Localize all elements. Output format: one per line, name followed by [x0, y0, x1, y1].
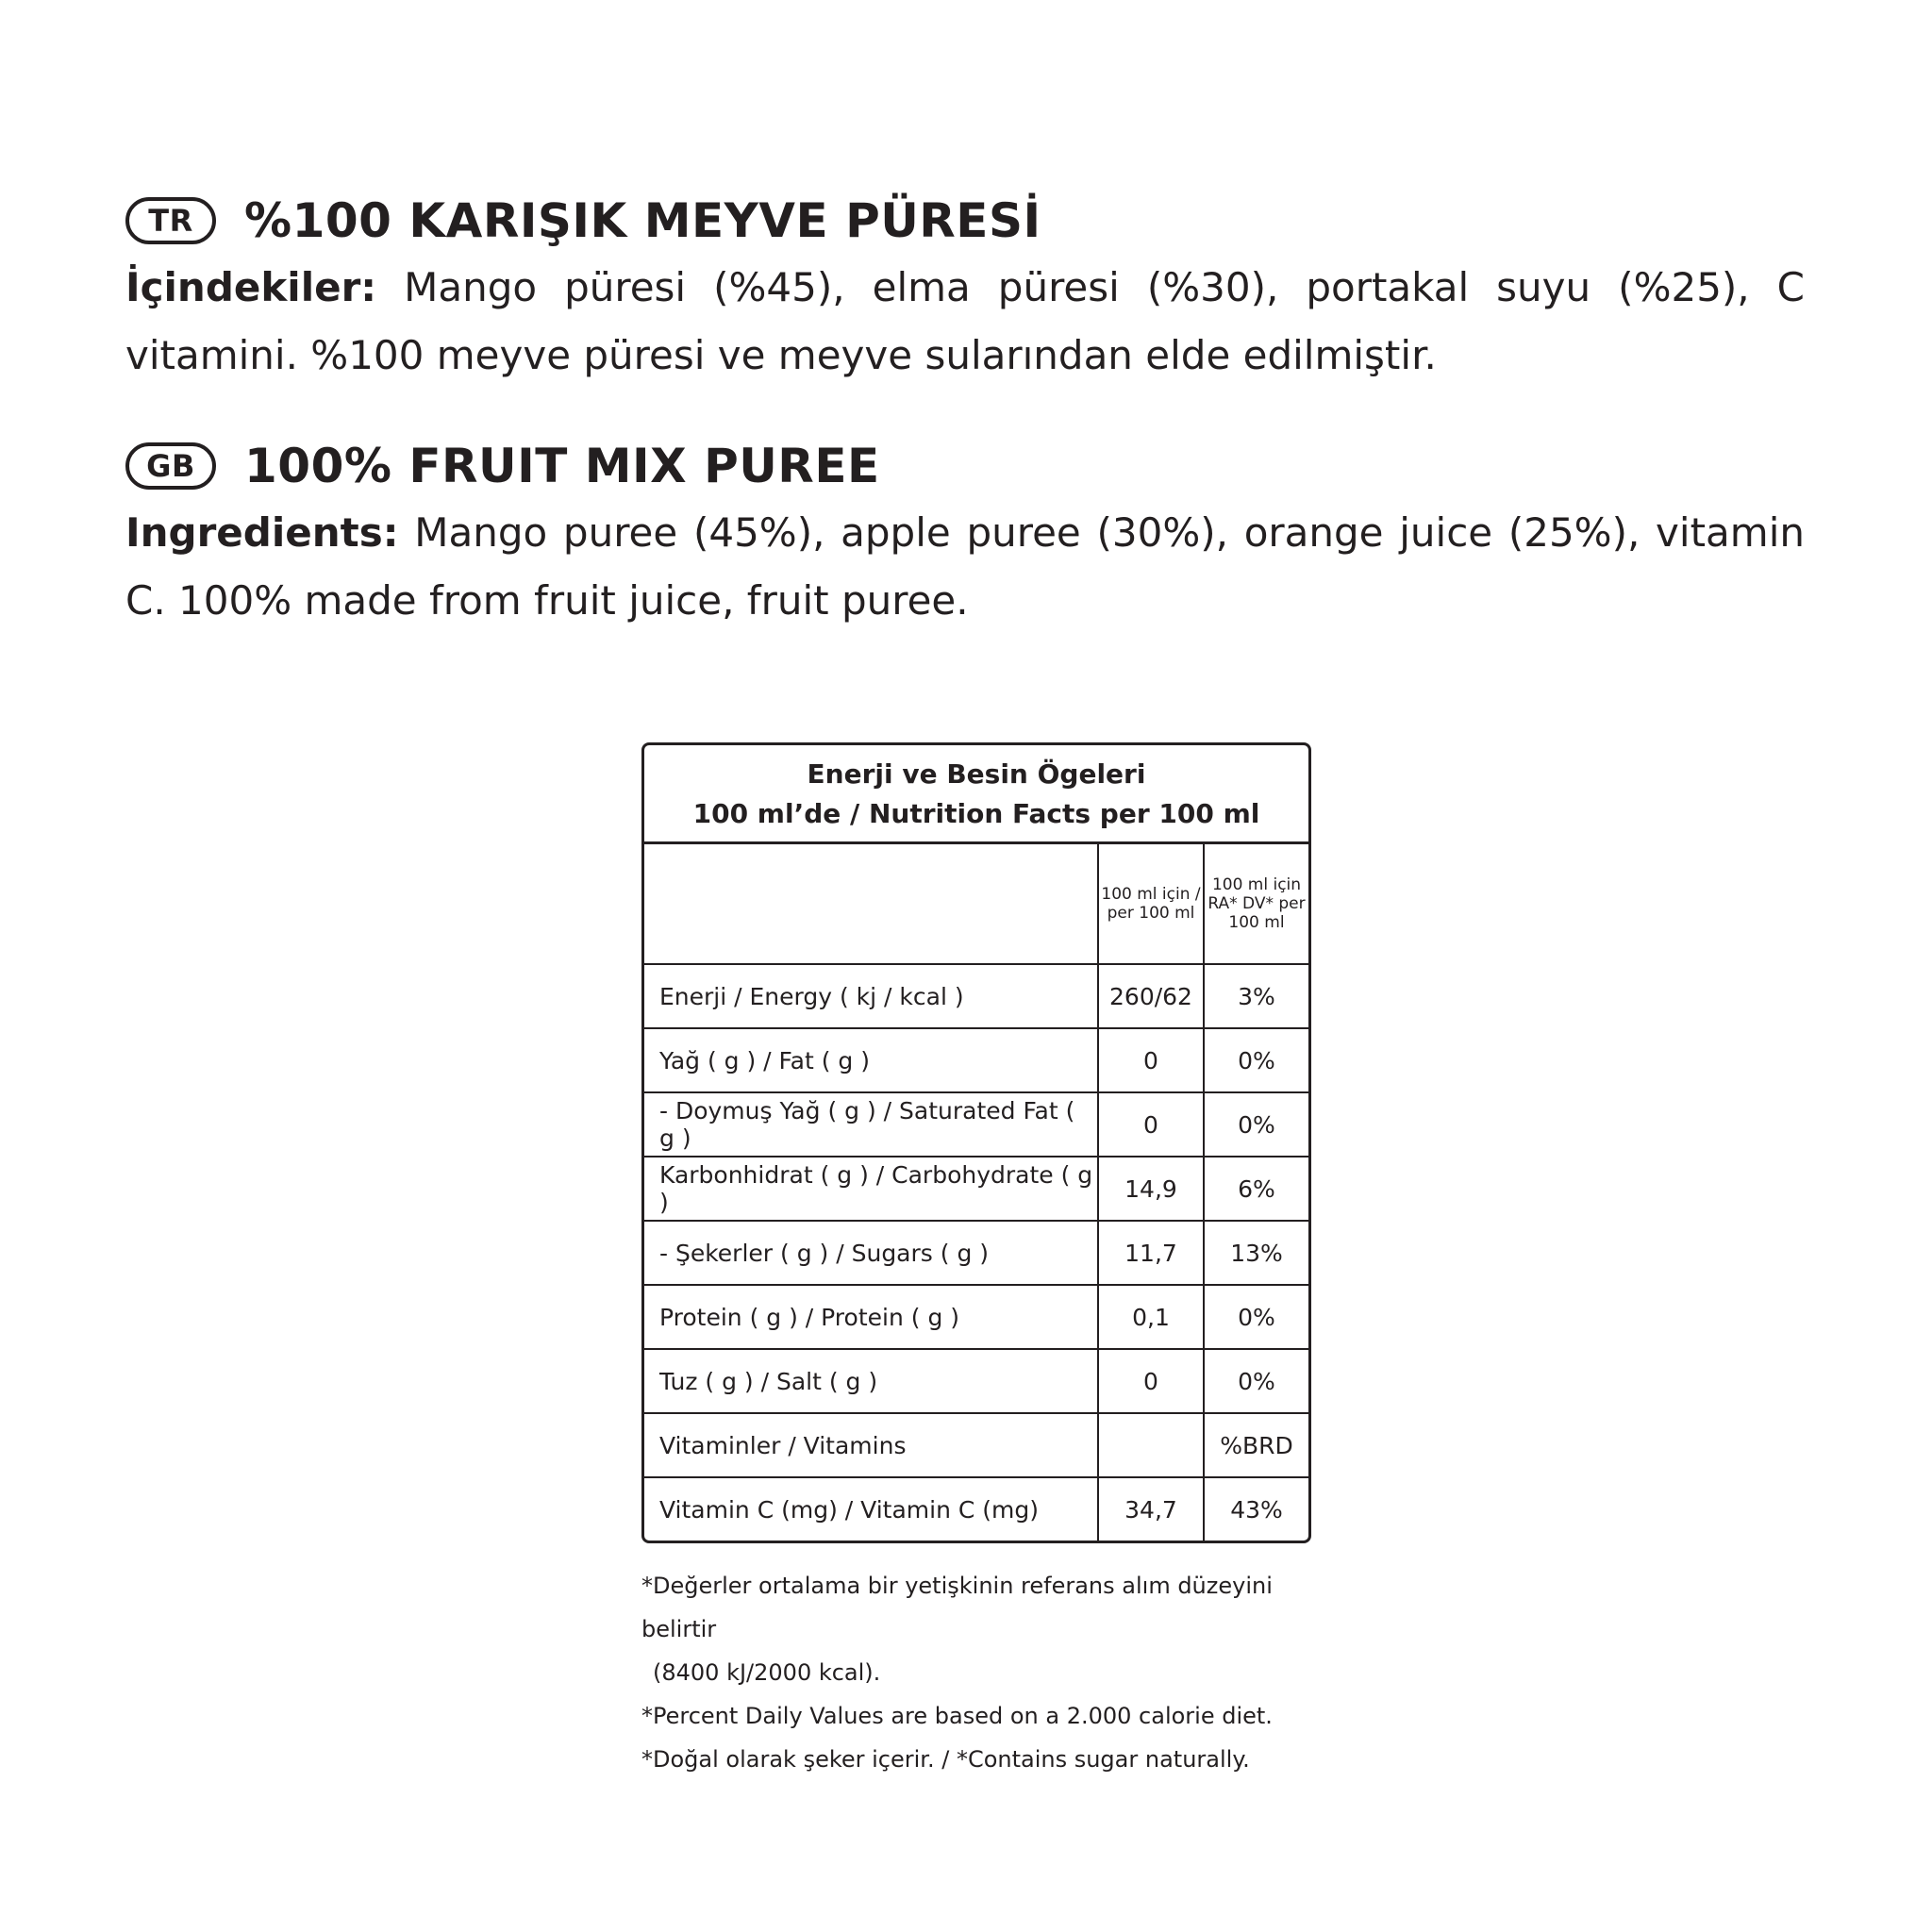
turkish-ingredients: [125, 254, 1805, 390]
header-per-100ml: 100 ml için / per 100 ml: [1097, 844, 1203, 963]
footnote-reference-intake: *Değerler ortalama bir yetişkinin referans alım düzeyini belirtir: [641, 1573, 1273, 1642]
nutrition-title-line-1: Enerji ve Besin Ögeleri: [807, 758, 1146, 790]
nutrient-daily-value: 0%: [1203, 1093, 1308, 1156]
nutrition-row: [644, 965, 1308, 1029]
nutrient-daily-value: 43%: [1203, 1478, 1308, 1541]
nutrient-name: - Şekerler ( g ) / Sugars ( g ): [659, 1239, 990, 1267]
english-ingredients: [125, 499, 1805, 635]
nutrient-name: Karbonhidrat ( g ) / Carbohydrate ( g ): [659, 1161, 1093, 1216]
nutrient-value: 260/62: [1097, 965, 1203, 1027]
nutrient-name: - Doymuş Yağ ( g ) / Saturated Fat ( g ): [659, 1097, 1075, 1152]
english-section: [125, 439, 1805, 635]
nutrient-value: 0: [1097, 1029, 1203, 1091]
nutrient-value: [1097, 1414, 1203, 1476]
nutrition-row: [644, 1478, 1308, 1541]
nutrient-daily-value: 0%: [1203, 1350, 1308, 1412]
nutrient-daily-value: 0%: [1203, 1286, 1308, 1348]
nutrition-panel: [641, 742, 1311, 1781]
nutrition-header-row: [644, 844, 1308, 965]
nutrition-row: [644, 1222, 1308, 1286]
nutrient-value: 0,1: [1097, 1286, 1203, 1348]
nutrition-title-line-2: 100 ml’de / Nutrition Facts per 100 ml: [692, 798, 1260, 829]
nutrient-name: Vitamin C (mg) / Vitamin C (mg): [659, 1495, 1040, 1524]
turkish-ingredients-label: İçindekiler:: [125, 264, 377, 310]
english-title: 100% FRUIT MIX PUREE: [244, 439, 880, 493]
tr-language-badge: TR: [125, 197, 216, 244]
nutrient-name: Vitaminler / Vitamins: [659, 1431, 907, 1459]
nutrient-name: Protein ( g ) / Protein ( g ): [659, 1303, 960, 1331]
footnote-daily-values: *Percent Daily Values are based on a 2.000 calorie diet.: [641, 1703, 1273, 1729]
footnote-natural-sugar: *Doğal olarak şeker içerir. / *Contains sugar naturally.: [641, 1746, 1250, 1773]
nutrient-name: Tuz ( g ) / Salt ( g ): [659, 1367, 878, 1395]
nutrient-daily-value: 13%: [1203, 1222, 1308, 1284]
nutrient-daily-value: 0%: [1203, 1029, 1308, 1091]
nutrition-row: [644, 1414, 1308, 1478]
nutrient-value: 0: [1097, 1093, 1203, 1156]
nutrient-value: 11,7: [1097, 1222, 1203, 1284]
nutrient-value: 34,7: [1097, 1478, 1203, 1541]
turkish-heading: [125, 193, 1805, 248]
turkish-section: [125, 193, 1805, 390]
header-daily-value: 100 ml için RA* DV* per 100 ml: [1203, 844, 1308, 963]
header-empty-cell: [644, 844, 1097, 963]
nutrient-daily-value: 3%: [1203, 965, 1308, 1027]
turkish-ingredients-text: Mango püresi (%45), elma püresi (%30), portakal suyu (%25), C vitamini. %100 meyve püresi ve meyve sularından elde edilmiştir.: [125, 264, 1805, 378]
nutrient-name: Enerji / Energy ( kj / kcal ): [659, 982, 964, 1010]
nutrition-row: [644, 1029, 1308, 1093]
gb-language-badge: GB: [125, 442, 216, 490]
english-ingredients-text: Mango puree (45%), apple puree (30%), orange juice (25%), vitamin C. 100% made from fruit juice, fruit puree.: [125, 509, 1805, 624]
nutrient-value: 14,9: [1097, 1158, 1203, 1220]
nutrient-daily-value: %BRD: [1203, 1414, 1308, 1476]
nutrition-table: [641, 742, 1311, 1543]
footnotes: [641, 1564, 1311, 1781]
english-ingredients-label: Ingredients:: [125, 509, 399, 556]
nutrition-row: [644, 1093, 1308, 1158]
english-heading: [125, 439, 1805, 493]
nutrition-table-title: [644, 745, 1308, 844]
nutrient-value: 0: [1097, 1350, 1203, 1412]
nutrient-name: Yağ ( g ) / Fat ( g ): [659, 1046, 870, 1074]
nutrient-daily-value: 6%: [1203, 1158, 1308, 1220]
nutrition-row: [644, 1350, 1308, 1414]
footnote-kcal: (8400 kJ/2000 kcal).: [653, 1659, 881, 1686]
nutrition-row: [644, 1286, 1308, 1350]
turkish-title: %100 KARIŞIK MEYVE PÜRESİ: [244, 193, 1041, 248]
nutrition-row: [644, 1158, 1308, 1222]
